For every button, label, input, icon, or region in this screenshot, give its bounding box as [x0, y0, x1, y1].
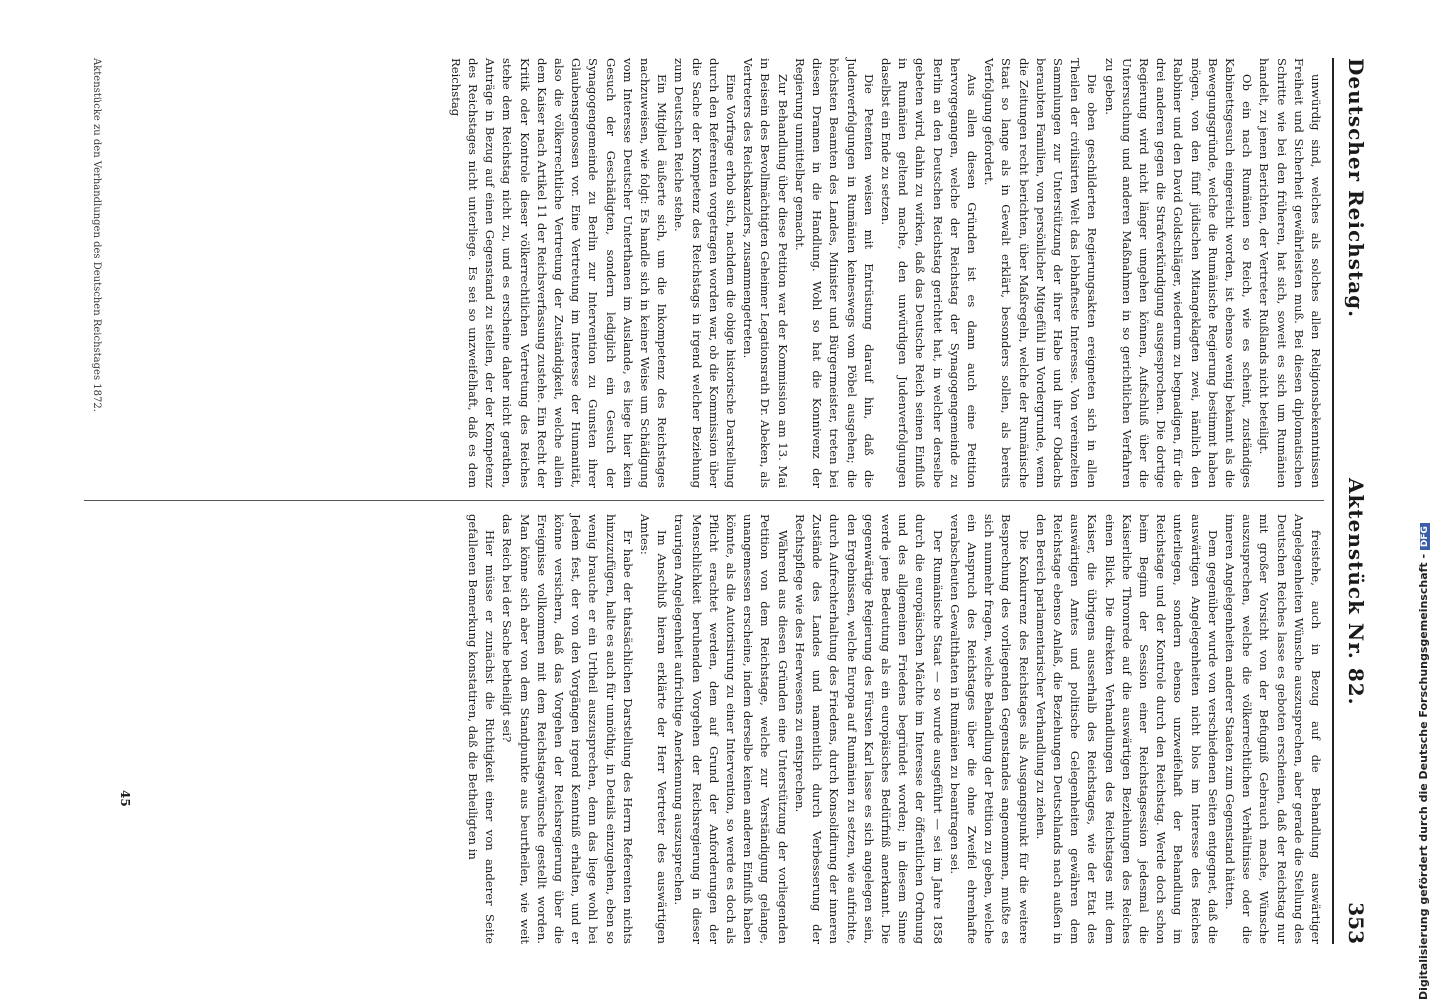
paragraph: Ein Mitglied äußerte sich, um die Inkompetenz des Reichstages nachzuweisen, wie folgt: Es handle sich in keiner Weise um Schädigung vom Interesse Deutscher Unterthanen im Auslande, es liege hier kein Gesuch der Geschädigten, sondern lediglich ein Gesuch der Synagogengemeinde zu Berlin zur Intervention zu Gunsten ihrer Glaubensgenossen vor. Eine Vertretung im Interesse der Humanität, also die völkerrechtliche Vertretung der Zuständigkeit, welche allein dem Kaiser nach Artikel 11 der Reichsverfassung zustehe. Ein Recht der Kritik oder Kontrole dieser völkerrechtlichen Vertretung des Reiches stehe dem Reichstag nicht zu, und es erscheine daher nicht gerathen, Anträge in Bezug auf einen Gegenstand zu stellen, der der Kompetenz des Reichstages nicht unterliege. Es sei so unzweifelhaft, daß es dem Reichstag — [448, 58, 670, 488]
paragraph: Die oben geschilderten Regierungsakten ereigneten sich in allen Theilen der civilisirten Welt das lebhafteste Interesse. Von vereinzelten Sammlungen zur Unterstützung der ihrer Habe und ihrer Obdachs beraubten Familien, von persönlicher Mitgefühl im Vordergrunde, wenn die Zeitungen recht berichten, über Maßregeln, welche der Rumänische Staat so lange als in Gewalt erklärt, besonders sollen, als bereits Verfolgung gefordert. — [982, 58, 1100, 488]
paragraph: Die Konkurrenz des Reichstages als Ausgangspunkt für die weitere Besprechung des vorliegenden Gegenstandes angenommen, mußte es sich nunmehr fragen, welche Behandlung der Petition zu geben, welche ein Anspruch des Reichstages über die ohne Zweifel ehrenhafte verabscheuten Gewaltthaten in Rumänien zu beantragen sei. — [947, 514, 1031, 944]
header-document-number: Aktenstück Nr. 82. — [1344, 478, 1368, 706]
column-divider — [84, 500, 1324, 501]
paragraph: Ob ein nach Rumänien so Reich, wie es scheint, zuständiges Kabinettsgesuch eingereicht worden, ist ebenso wenig bekannt als die Bewegungsgründe, welche die Rumänische Regierung bestimmt haben mögen, von den fünf jüdischen Mitangeklagten zwei, nämlich den Rabbiner und den David Goldschläger, wiederum zu begnadigen, für die drei anderen gegen die Strafverkündigung ausgesprochen. Die dortige Regierung wird nicht länger umgehen können, Aufschluß über die Untersuchung und anderen Maßnahmen in so gerichtlichen Verfahren zu geben. — [1102, 58, 1255, 488]
dfg-logo: DFG — [1420, 523, 1430, 550]
paragraph: Im Anschluß hieran erklärte der Herr Vertreter des auswärtigen Amtes: — [638, 514, 670, 944]
text-column-left — [447, 58, 1324, 488]
page-number: 353 — [1344, 902, 1368, 944]
digitization-credit — [1416, 0, 1432, 1000]
paragraph: Während aus diesen Gründen eine Unterstützung der vorliegenden Petition von dem Reichstage, welche zur Verständigung gelange, unangemessen erscheine, indem derselbe keinen anderen Einfluß haben könnte, als die Autorisirung zu einer Intervention, so werde es doch als Pflicht erachtet werden, dem auf Grund der Anforderungen der Menschlichkeit beruhenden Vorgehen der Reichsregierung in dieser traurigen Angelegenheit aufrichtige Anerkennung auszusprechen. — [672, 514, 790, 944]
paragraph: unwürdig sind, welches als solches allen Religionsbekenntnissen Freiheit und Sicherheit gewährleisten muß. Bei diesen diplomatischen Schritte wie bei den früheren, hat sich, soweit es sich um Rumänien handelt, zu jenen Berichten, der Vertreter Rußlands nicht beteiligt. — [1257, 58, 1323, 488]
paragraph: Hier müsse er zunächst die Richtigkeit einer von anderer Seite gefallenen Bemerkung konstatiren, daß die Betheiligten in — [466, 514, 498, 944]
paragraph: Dem gegenüber wurde von verschiedenen Seiten entgegnet, daß die auswärtigen Angelegenheiten nicht blos im Interesse des Reiches unterliegen, sondern ebenso unzweifelhaft der Behandlung im Reichstage und der Kontrole durch den Reichstag. Werde doch schon beim Beginn der Session einer Reichstagsession jedesmal die Kaiserliche Thronrede auf die auswärtigen Beziehungen des Reiches einen Blick. Die direkten Verhandlungen des Reichstages mit dem Kaiser, die übrigens ausserhalb des Reichstages, wie der Etat des auswärtigen Amtes und politische Gelegenheiten gewähren dem Reichstage ebenso Anlaß, die Beziehungen Deutschlands nach außen in den Bereich parlamentarischer Verhandlung zu ziehen. — [1033, 514, 1220, 944]
page-header — [1332, 58, 1374, 944]
signature-mark: 45 — [118, 790, 132, 807]
paragraph: Der Rumänische Staat — so wurde ausgeführt — sei im Jahre 1858 durch die europäischen Mächte im Interesse der öffentlichen Ordnung und des allgemeinen Friedens begründet worden; in diesem Sinne werde jene Bedeutung als ein europäisches Bedürfniß anerkannt. Die gegenwärtige Regierung des Fürsten Karl lasse es sich angelegen sein, den Ergebnissen, welche Europa auf Rumänien zu setzen, wie aufrichte, durch Aufrechterhaltung des Friedens, durch Konsolidirung der inneren Zustände des Landes und namentlich durch Verbesserung der Rechtspflege wie des Heerwesens zu entsprechen. — [792, 514, 945, 944]
paragraph: freistehe, auch in Bezug auf die Behandlung auswärtiger Angelegenheiten Wünsche auszusprechen, aber gerade die Stellung des Deutschen Reiches lasse es geboten erscheinen, daß der Reichstag nur mit großer Vorsicht von der Befugniß Gebrauch mache, Wünsche auszusprechen, welche die völkerrechtlichen Verhältnisse oder die inneren Angelegenheiten anderer Staaten zum Gegenstand hätten. — [1222, 514, 1323, 944]
footer-note: Aktenstücke zu den Verhandlungen des Deutschen Reichstages 1872. — [91, 58, 102, 412]
text-column-right — [464, 514, 1324, 944]
paragraph: Aus allen diesen Gründen ist es dann auch eine Petition hervorgegangen, welche der Reichstag der Synagogengemeinde zu Berlin an den Deutschen Reichstag gerichtet hat, in welcher derselbe gebeten wird, dahin zu wirken, daß das Deutsche Reich seinen Einfluß in Rumänien geltend mache, den unwürdigen Judenverfolgungen daselbst ein Ende zu setzen. — [878, 58, 979, 488]
header-left-title: Deutscher Reichstag. — [1344, 58, 1368, 319]
paragraph: Er habe der thatsächlichen Darstellung des Herrn Referenten nichts hinzuzufügen, halte es auch für unnöthig, in Details einzugehen, eben so wenig brauche er ein Urtheil auszusprechen, denn das liege wohl bei Jedem fest, der von den Vorgängen irgend Kenntniß erhalten, und er könne versichern, daß das Vorgehen der Reichsregierung über die Ereignisse vollkommen mit dem Reichstagswünsche gestellt worden. Man könne sich aber von dem Standpunkte aus beurtheilen, wie weit das Reich bei der Sache betheiligt sei? — [500, 514, 635, 944]
paragraph: Zur Behandlung über diese Petition war der Kommission am 13. Mai in Beisein des Bevollmächtigten Geheimer Legationsrath Dr. Abeken, als Vertreters des Reichskanzlers, zusammengetreten. — [741, 58, 790, 488]
credit-text: Digitalisierung gefördert durch die Deutsche Forschungsgemeinschaft - — [1417, 553, 1430, 1000]
paragraph: Eine Vorfrage erhob sich, nachdem die obige historische Darstellung durch den Referenten vorgetragen worden war, ob die Kommission über die Sache der Kompetenz des Reichstags in irgend welcher Beziehung zum Deutschen Reiche stehe. — [672, 58, 739, 488]
paragraph: Die Petenten weisen mit Entrüstung darauf hin, daß die Judenverfolgungen in Rumänien keineswegs vom Pöbel ausgehen; die höchsten Beamten des Landes, Minister und Bürgermeister, treten bei diesen Dramen in die Handlung. Wohl so hat die Konnivenz der Regierung unmittelbar gemacht. — [792, 58, 876, 488]
